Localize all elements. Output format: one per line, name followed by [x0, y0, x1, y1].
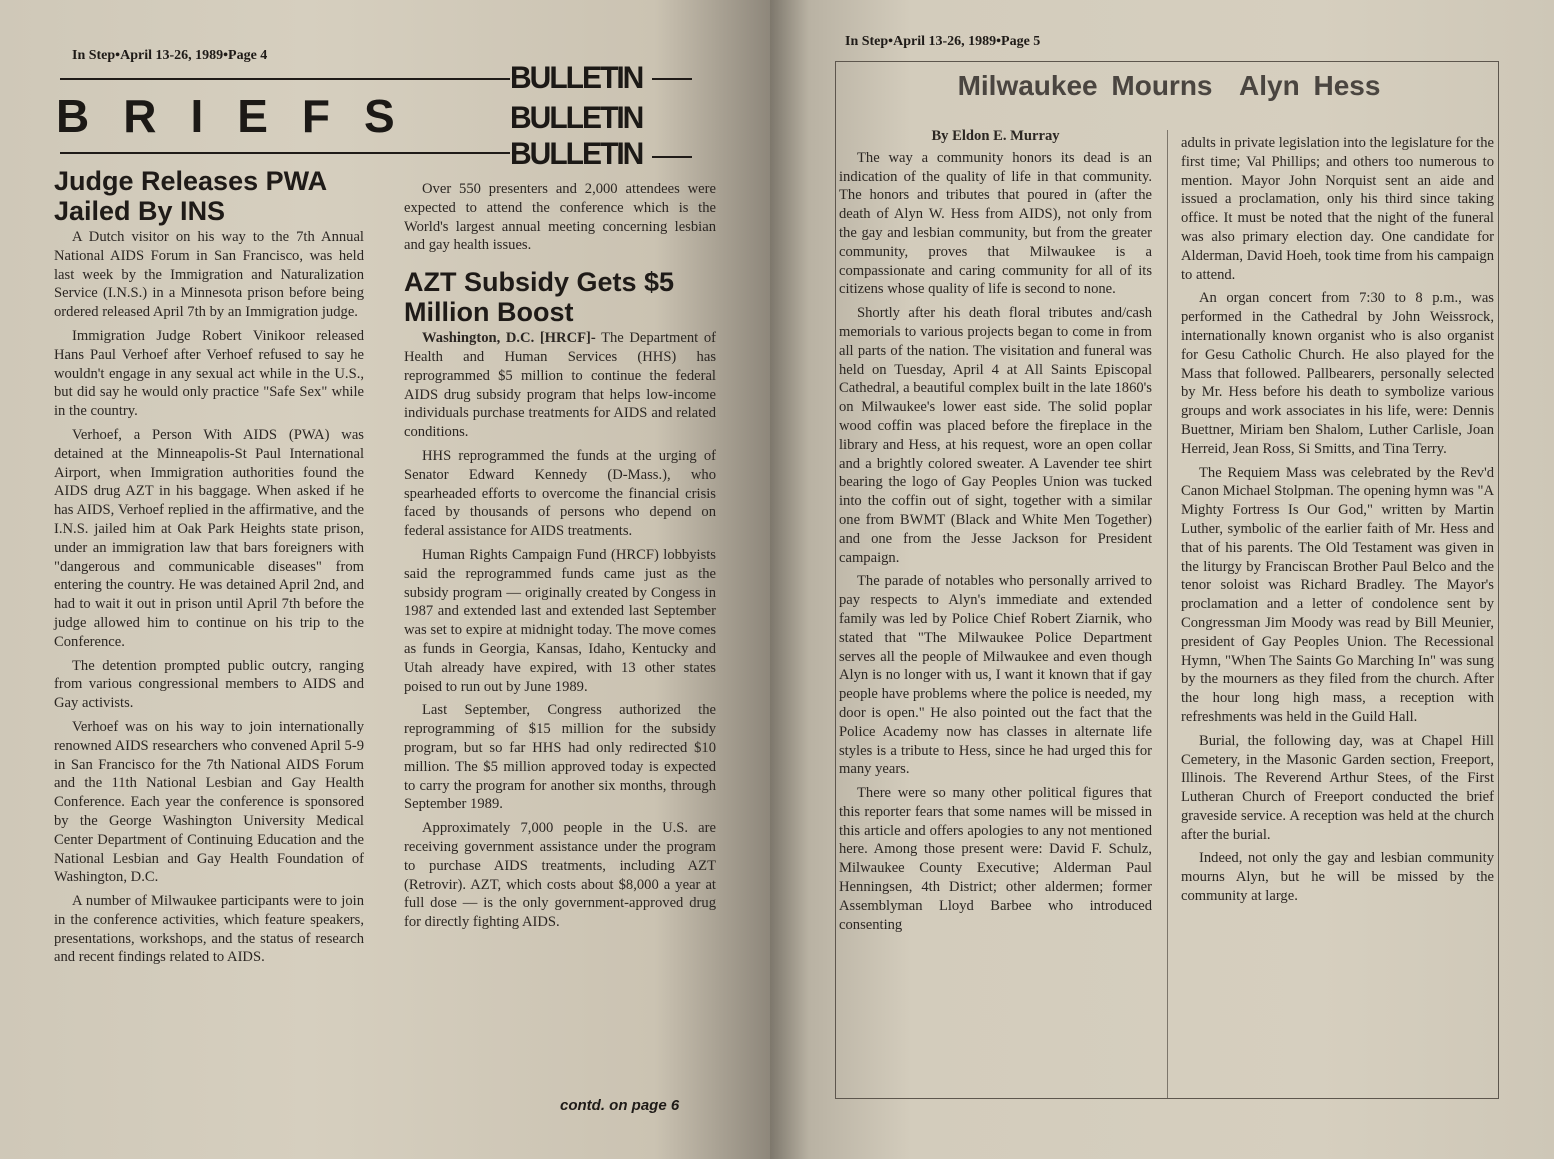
- bulletin-dash: [652, 78, 692, 80]
- left-column-1: [54, 166, 364, 1116]
- bulletin-mark: BULLETIN: [510, 60, 643, 96]
- article-headline: Milwaukee Mourns Alyn Hess: [957, 70, 1381, 101]
- byline: By Eldon E. Murray: [931, 128, 1060, 144]
- left-column-2: [404, 180, 716, 1100]
- story2-paragraph: Last September, Congress authorized the reprogramming of $15 million for the subsidy program, but so far HHS had only redirected $10 million. The $5 million approved today is expected to carry the program for another six months, through September 1989.: [404, 702, 716, 813]
- story2-headline: AZT Subsidy Gets $5 Million Boost: [404, 267, 675, 328]
- story2-lead: [404, 329, 716, 442]
- article-paragraph: There were so many other political figures that this reporter fears that some names will be missed in this article and offers apologies to any not mentioned here. Among those present were: David F. Schulz, Milwaukee County Executive; Alderman Paul Henningsen, 4th District; other aldermen; former Assemblyman Lloyd Barbee who introduced consenting: [839, 785, 1152, 933]
- story1-paragraph: A number of Milwaukee participants were to join in the conference activities, which feature speakers, presentations, workshops, and the status of research and recent findings related to AIDS.: [54, 893, 364, 966]
- article-paragraph: Shortly after his death floral tributes and/cash memorials to various projects began to come in from all parts of the nation. The visitation and funeral was held on Tuesday, April 4 at All Saints Episcopal Cathedral, a beautiful complex built in the late 1860's on Milwaukee's lower east side. The solid poplar wood coffin was placed before the fireplace in the library and Hess, at his request, wore an open collar and a brightly colored sweater. A Lavender tee shirt bearing the logo of Gay Peoples Union was tucked into the coffin out of sight, together with a similar one from BWMT (Black and White Men Together) and one from the Jesse Jackson for President campaign.: [839, 305, 1152, 566]
- story2-paragraph: Approximately 7,000 people in the U.S. are receiving government assistance under the program to purchase AIDS treatments, including AZT (Retrovir). AZT, which costs about $8,000 a year at full dose — is the only government-approved drug for directly fighting AIDS.: [404, 820, 716, 931]
- right-column-2: [1181, 134, 1494, 1094]
- article-paragraph: The way a community honors its dead is an indication of the quality of life in that community. The honors and tributes that poured in (after the death of Alyn W. Hess from AIDS), not only from the gay and lesbian community, but from the greater community, proves that Milwaukee is a compassionate and caring community for all of its citizens whose quality of life is second to none.: [839, 149, 1152, 298]
- article-paragraph: Burial, the following day, was at Chapel Hill Cemetery, in the Masonic Garden section, Freeport, Illinois. The Reverend Arthur Stees, of the First Lutheran Church of Freeport conducted the brief graveside service. A reception was held at the church after the burial.: [1181, 732, 1494, 843]
- left-page: [0, 0, 770, 1159]
- bulletin-dash: [652, 156, 692, 158]
- story1-continuation: Over 550 presenters and 2,000 attendees were expected to attend the conference which is the World's largest annual meeting concerning lesbian and gay health issues.: [404, 181, 716, 254]
- section-title: BRIEFS: [56, 90, 429, 142]
- story1-paragraph: A Dutch visitor on his way to the 7th Annual National AIDS Forum in San Francisco, was held last week by the Immigration and Naturalization Service (I.N.S.) in a Minnesota prison before being ordered released April 7th by an Immigration judge.: [54, 229, 364, 321]
- story2-dateline: Washington, D.C. [HRCF]-: [422, 330, 596, 347]
- article-paragraph: The Requiem Mass was celebrated by the Rev'd Canon Michael Stolpman. The opening hymn was "A Mighty Fortress Is Our God," written by Martin Luther, symbolic of the earlier faith of Mr. Hess and that of his parents. The Old Testament was given in the liturgy by Franciscan Brother Paul Belco and the tenor soloist was Richard Bradley. The Mayor's proclamation and a letter of condolence sent by Congressman Jim Moody was read by Bill Meunier, president of Gay Peoples Union. The Recessional Hymn, "When The Saints Go Marching In" was sung by the mourners as they filed from the church. After the hour long high mass, a reception with refreshments was held in the Guild Hall.: [1181, 464, 1494, 725]
- article-paragraph: Indeed, not only the gay and lesbian community mourns Alyn, but he will be missed by the community at large.: [1181, 850, 1494, 905]
- story1-paragraph: Verhoef was on his way to join internationally renowned AIDS researchers who convened April 5-9 in San Francisco for the 7th National AIDS Forum and the 11th National Lesbian and Gay Health Conference. Each year the conference is sponsored by the George Washington University Medical Center Department of Continuing Education and the National Lesbian and Gay Health Foundation of Washington, D.C.: [54, 718, 364, 886]
- story2-paragraph: Human Rights Campaign Fund (HRCF) lobbyists said the reprogrammed funds came just as the subsidy program — originally created by Congess in 1987 and extended last and extended last September was set to expire at midnight today. The move comes as funds in Georgia, Kansas, Idaho, Kentucky and Utah already have expired, with 13 other states poised to run out by June 1989.: [404, 546, 716, 695]
- bulletin-mark: BULLETIN: [510, 136, 643, 172]
- article-paragraph: The parade of notables who personally arrived to pay respects to Alyn's immediate and extended family was led by Police Chief Robert Ziarnik, who stated that "The Milwaukee Police Department serves all the people of Milwaukee and even though Alyn is no longer with us, I want it known that if gay people have problems where the police is needed, my door is open." He also pointed out the fact that the Police Academy now has classes in alternate life styles is a tribute to Hess, since he had urged this for many years.: [839, 573, 1152, 778]
- right-folio: In Step•April 13-26, 1989•Page 5: [845, 34, 1041, 49]
- column-divider: [1167, 130, 1168, 1098]
- story1-paragraph: Verhoef, a Person With AIDS (PWA) was detained at the Minneapolis-St Paul International Airport, when Immigration authorities found the AIDS drug AZT in his baggage. When asked if he has AIDS, Verhoef replied in the affirmative, and the I.N.S. jailed him at Oak Park Heights state prison, under an immigration law that bars foreigners with "dangerous and communicable diseases" from entering the country. He was detained April 2nd, and had to wait it out in prison until April 7th before the judge allowed him to continue on his trip to the Conference.: [54, 426, 364, 650]
- top-rule: [60, 78, 510, 80]
- story1-paragraph: Immigration Judge Robert Vinikoor released Hans Paul Verhoef after Verhoef refused to say he wouldn't engage in any sexual act while in the U.S., but did say he would only practice "Safe Sex" while in the country.: [54, 327, 364, 420]
- story2-paragraph: HHS reprogrammed the funds at the urging of Senator Edward Kennedy (D-Mass.), who spearheaded efforts to overcome the financial crisis faced by thousands of persons who depend on federal assistance for AIDS treatments.: [404, 447, 716, 540]
- story1-paragraph: The detention prompted public outcry, ranging from various congressional members to AIDS and Gay activists.: [54, 657, 364, 712]
- article-paragraph: An organ concert from 7:30 to 8 p.m., was performed in the Cathedral by John Weissrock, internationally known organist who is also organist for Gesu Catholic Church. He also played for the Mass that followed. Pallbearers, personally selected by Mr. Hess before his death to symbolize various groups and work associates in his life, were: Dennis Buettner, Miriam ben Shalom, Luther Carlisle, Joan Herreid, Jean Ross, Si Smitts, and Tina Terry.: [1181, 290, 1494, 457]
- bottom-rule: [60, 152, 510, 154]
- story2-lead-text: The Department of Health and Human Services (HHS) has reprogrammed $5 million to continue the federal AIDS drug subsidy program that helps low-income individuals purchase treatments for AIDS and related conditions.: [404, 330, 716, 441]
- article-paragraph: adults in private legislation into the legislature for the first time; Val Phillips; and others too numerous to mention. Mayor John Norquist sent an aide and issued a proclamation, only his third since taking office. It must be noted that the night of the funeral was also primary election day. One candidate for Alderman, David Hoeh, took time from his campaign to attend.: [1181, 135, 1494, 283]
- continued-note: contd. on page 6: [560, 1097, 680, 1114]
- right-column-1: [839, 127, 1152, 1097]
- story1-headline: Judge Releases PWA Jailed By INS: [54, 166, 327, 226]
- bulletin-mark: BULLETIN: [510, 100, 643, 136]
- left-folio: In Step•April 13-26, 1989•Page 4: [72, 48, 268, 63]
